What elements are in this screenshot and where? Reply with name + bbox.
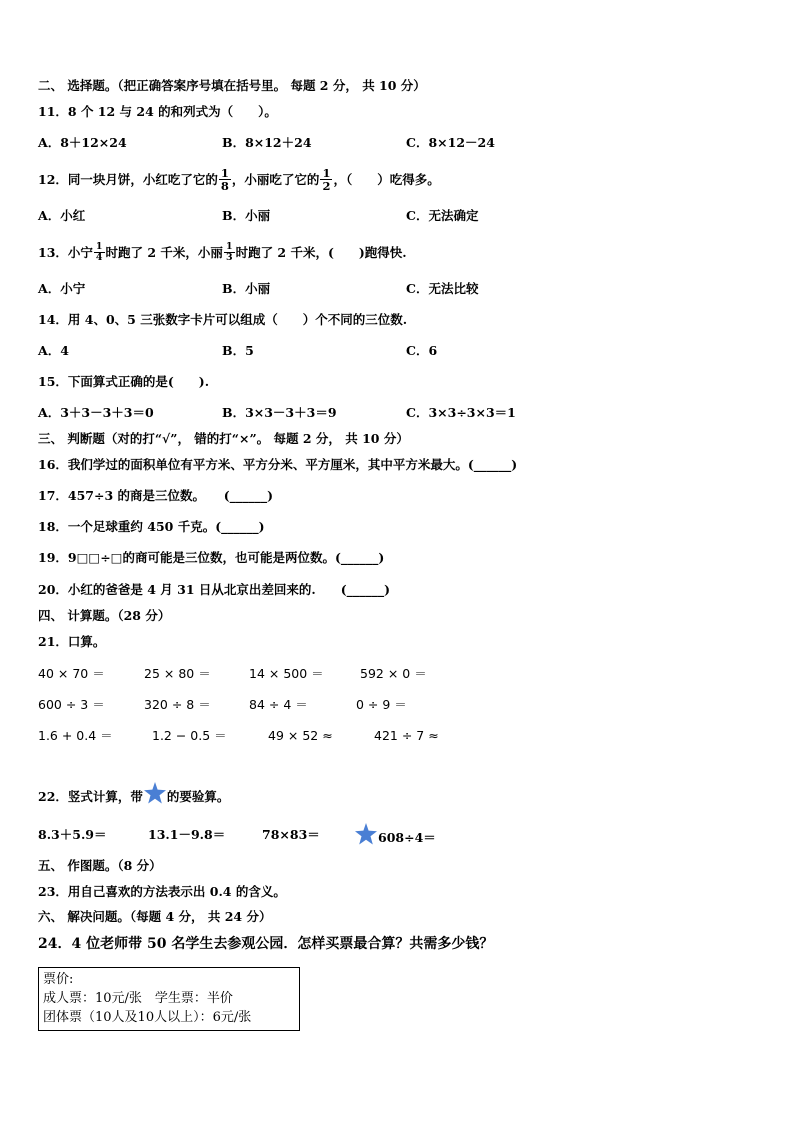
question-15: 15．下面算式正确的是( ). [38, 374, 210, 389]
vertical-calc-text: 608÷4＝ [378, 830, 436, 845]
question-22 [38, 781, 229, 807]
section-5-title: 五、 作图题。（8 分） [38, 858, 162, 873]
q15-option-b: B．3×3－3＋3＝9 [222, 405, 337, 420]
question-21: 21．口算。 [38, 634, 106, 649]
section-6-title: 六、 解决问题。（每题 4 分， 共 24 分） [38, 909, 272, 924]
q11-option-c: C．8×12－24 [406, 135, 495, 150]
vertical-calc-item: 8.3＋5.9＝ [38, 827, 107, 842]
mental-math-item: 1.2 − 0.5 ＝ [152, 728, 227, 743]
mental-math-item: 84 ÷ 4 ＝ [249, 697, 308, 712]
q14-option-b: B．5 [222, 343, 254, 358]
q14-option-a: A．4 [38, 343, 69, 358]
q14-option-c: C．6 [406, 343, 438, 358]
vertical-calc-item: 78×83＝ [262, 827, 320, 842]
vertical-calc-item-starred [354, 822, 436, 855]
mental-math-item: 320 ÷ 8 ＝ [144, 697, 211, 712]
price-box-line-1: 成人票：10元/张 学生票：半价 [43, 991, 233, 1006]
fraction-one-half: $\frac{1}{2}$ [322, 166, 331, 194]
q12-option-c: C．无法确定 [406, 208, 479, 223]
section-2-title: 二、 选择题。（把正确答案序号填在括号里。 每题 2 分， 共 10 分） [38, 78, 426, 93]
mental-math-item: 600 ÷ 3 ＝ [38, 697, 105, 712]
question-13 [38, 241, 407, 265]
question-12 [38, 168, 440, 192]
q13-text-pre: 13．小宁 [38, 245, 93, 260]
q12-text-mid: ，小丽吃了它的 [231, 172, 320, 188]
mental-math-item: 1.6 + 0.4 ＝ [38, 728, 113, 743]
q13-option-b: B．小丽 [222, 281, 271, 296]
fraction-one-third: $\frac{1}{3}$ [225, 241, 233, 263]
question-14: 14．用 4、0、5 三张数字卡片可以组成（ ）个不同的三位数. [38, 312, 408, 327]
mental-math-item: 421 ÷ 7 ≈ [374, 728, 439, 743]
question-23: 23．用自己喜欢的方法表示出 0.4 的含义。 [38, 884, 286, 899]
q22-text-post: 的要验算。 [166, 789, 230, 804]
question-20: 20．小红的爸爸是 4 月 31 日从北京出差回来的. (______) [38, 582, 391, 597]
q11-option-b: B．8×12＋24 [222, 135, 312, 150]
question-24: 24．4 位老师带 50 名学生去参观公园．怎样买票最合算？共需多少钱？ [38, 936, 494, 952]
question-17: 17．457÷3 的商是三位数。 (______) [38, 488, 274, 503]
q12-option-b: B．小丽 [222, 208, 271, 223]
question-16: 16．我们学过的面积单位有平方米、平方分米、平方厘米，其中平方米最大。(______) [38, 457, 518, 472]
vertical-calc-item: 13.1－9.8＝ [148, 827, 226, 842]
q22-text-pre: 22．竖式计算，带 [38, 789, 143, 804]
mental-math-item: 40 × 70 ＝ [38, 666, 105, 681]
q13-text-post: 时跑了 2 千米，( )跑得快. [235, 245, 407, 260]
question-18: 18．一个足球重约 450 千克。(______) [38, 519, 265, 534]
fraction-one-eighth: $\frac{1}{8}$ [220, 166, 229, 194]
q12-option-a: A．小红 [38, 208, 86, 223]
q12-text-pre: 12．同一块月饼，小红吃了它的 [38, 172, 218, 188]
fraction-one-quarter: $\frac{1}{4}$ [95, 241, 103, 263]
q11-option-a: A．8＋12×24 [38, 135, 127, 150]
question-11: 11．8 个 12 与 24 的和列式为（ ）。 [38, 104, 277, 119]
mental-math-item: 25 × 80 ＝ [144, 666, 211, 681]
star-icon [143, 781, 167, 814]
mental-math-item: 0 ÷ 9 ＝ [356, 697, 407, 712]
price-box-title: 票价: [43, 972, 74, 987]
section-4-title: 四、 计算题。（28 分） [38, 608, 171, 623]
q13-text-mid: 时跑了 2 千米，小丽 [105, 245, 223, 260]
price-box-line-2: 团体票（10人及10人以上）：6元/张 [43, 1010, 252, 1025]
q15-option-c: C．3×3÷3×3＝1 [406, 405, 516, 420]
section-3-title: 三、 判断题（对的打“√”， 错的打“×”。 每题 2 分， 共 10 分） [38, 431, 409, 446]
mental-math-item: 14 × 500 ＝ [249, 666, 324, 681]
q15-option-a: A．3＋3－3＋3＝0 [38, 405, 154, 420]
q12-text-post: ，（ ）吃得多。 [333, 172, 440, 188]
ticket-price-box [38, 967, 300, 1031]
question-19: 19．9□□÷□的商可能是三位数，也可能是两位数。(______) [38, 550, 385, 565]
mental-math-item: 49 × 52 ≈ [268, 728, 333, 743]
mental-math-item: 592 × 0 ＝ [360, 666, 427, 681]
q13-option-a: A．小宁 [38, 281, 86, 296]
q13-option-c: C．无法比较 [406, 281, 479, 296]
star-icon [354, 822, 378, 855]
